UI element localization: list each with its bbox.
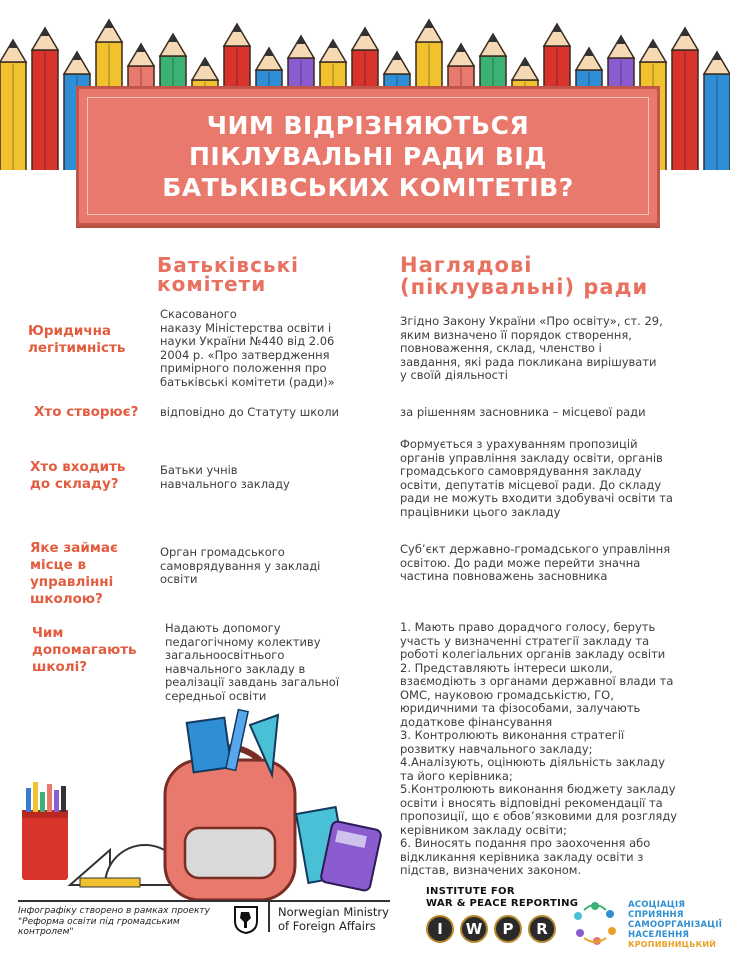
association-name: АСОЦІАЦІЯ СПРИЯННЯ САМООРГАНІЗАЦІЇ НАСЕЛЕННЯ bbox=[628, 900, 723, 940]
calculator-icon bbox=[296, 807, 382, 891]
cell-management-role-committees: Орган громадського самоврядування у закладі освіти bbox=[160, 545, 321, 586]
footer-divider-line bbox=[18, 900, 390, 902]
row-label-legitimacy: Юридична легітимність bbox=[28, 323, 126, 356]
iwpr-letter-i: I bbox=[426, 915, 454, 943]
cell-legitimacy-boards: Згідно Закону України «Про освіту», ст. 29, яким визначено її порядок створення, повноваження, склад, членство і завдання, які рада покликана вирішувати у своїй діяльності bbox=[400, 314, 663, 382]
iwpr-letter-p: P bbox=[494, 915, 522, 943]
row-label-management-role: Яке займає місце в управлінні школою? bbox=[30, 540, 118, 607]
norway-coat-of-arms-icon bbox=[232, 904, 260, 934]
page-title: ЧИМ ВІДРІЗНЯЮТЬСЯ ПІКЛУВАЛЬНІ РАДИ ВІД БАТЬКІВСЬКИХ КОМІТЕТІВ? bbox=[162, 110, 574, 202]
footer-separator bbox=[268, 902, 270, 932]
column-heading-supervisory-boards: Наглядові (піклувальні) ради bbox=[400, 253, 649, 299]
cell-who-creates-boards: за рішенням засновника – місцевої ради bbox=[400, 405, 646, 419]
iwpr-letter-w: W bbox=[460, 915, 488, 943]
row-label-who-creates: Хто створює? bbox=[34, 404, 139, 420]
row-label-help-school: Чим допомагають школі? bbox=[32, 625, 137, 675]
cell-help-school-boards: 1. Мають право дорадчого голосу, беруть участь у визначенні стратегії закладу та роботі колегіальних органів закладу освіти 2. Представляють інтереси школи, взаємодіють з органами державної влади та ОМС, науковою громадськістю, ГО, юридичними та фізособами, залучають додаткове фінансування 3. Контролюють виконання стратегії розвитку навчального закладу; 4.Аналізують, оцінюють діяльність закладу та його керівника; 5.Контролюють виконання бюджету закладу освіти і вносять відповідні рекомендації та пропозиції, що є обов’язковими для розгляду керівником закладу освіти; 6. Виносять подання про заохочення або відкликання керівника закладу освіти з підстав, визначених законом. bbox=[400, 620, 678, 877]
cell-membership-committees: Батьки учнів навчального закладу bbox=[160, 463, 290, 491]
row-label-membership: Хто входить до складу? bbox=[30, 459, 126, 492]
cell-membership-boards: Формується з урахуванням пропозицій органів управління закладу освіти, органів громадського самоврядування закладу освіти, депутатів місцевої ради. До складу ради не можуть входити здобувачі освіти та працівники цього закладу bbox=[400, 437, 673, 519]
association-logo-icon bbox=[570, 898, 620, 948]
school-supplies-illustration bbox=[10, 700, 390, 900]
footer-project-note: Інфографіку створено в рамках проекту "Реформа освіти під громадським контролем" bbox=[18, 906, 210, 937]
iwpr-letter-r: R bbox=[528, 915, 556, 943]
association-city: КРОПИВНИЦЬКИЙ bbox=[628, 940, 717, 949]
backpack-icon bbox=[165, 710, 295, 900]
iwpr-logo-text: INSTITUTE FOR WAR & PEACE REPORTING bbox=[426, 886, 579, 909]
cell-management-role-boards: Суб’єкт державно-громадського управління освітою. До ради може перейти значна частина повноважень засновника bbox=[400, 542, 671, 583]
cell-legitimacy-committees: Скасованого наказу Міністерства освіти і науки України №440 від 2.06 2004 р. «Про затвердження примірного положення про батьківські комітети (ради)» bbox=[160, 307, 335, 389]
column-heading-parent-committees: Батьківські комітети bbox=[157, 253, 299, 296]
title-banner bbox=[76, 86, 660, 226]
norwegian-ministry-label: Norwegian Ministry of Foreign Affairs bbox=[278, 905, 389, 933]
pencil-cup-icon bbox=[22, 782, 68, 880]
cell-who-creates-committees: відповідно до Статуту школи bbox=[160, 405, 340, 419]
cell-help-school-committees: Надають допомогу педагогічному колективу загальноосвітнього навчального закладу в реалізації завдань загальної середньої освіти bbox=[165, 621, 340, 703]
